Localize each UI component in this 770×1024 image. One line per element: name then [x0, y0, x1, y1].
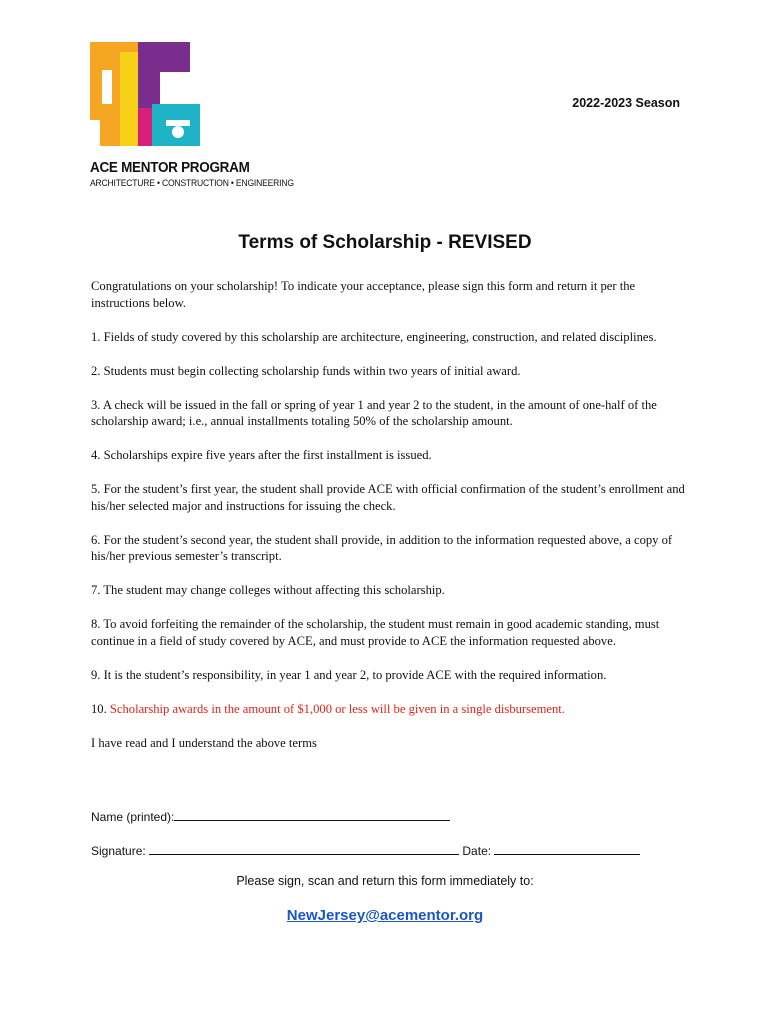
acknowledgement: I have read and I understand the above terms — [91, 735, 317, 750]
name-label: Name (printed): — [91, 810, 175, 824]
season-label: 2022-2023 Season — [572, 96, 680, 110]
date-label: Date: — [462, 844, 492, 858]
email-row — [0, 907, 770, 924]
ace-logo-icon — [90, 42, 202, 146]
term-1: 1. Fields of study covered by this scholarship are architecture, engineering, construction, and related disciplines. — [91, 329, 657, 344]
logo-name: ACE MENTOR PROGRAM — [90, 160, 250, 176]
term-10-text: Scholarship awards in the amount of $1,000 or less will be given in a single disbursement. — [109, 701, 565, 716]
name-row — [91, 808, 450, 824]
signature-field[interactable] — [149, 842, 459, 855]
terms-body — [91, 278, 691, 769]
intro-paragraph: Congratulations on your scholarship! To indicate your acceptance, please sign this form and return it per the instructions below. — [91, 279, 636, 310]
signature-row — [91, 842, 640, 858]
term-9: 9. It is the student’s responsibility, in year 1 and year 2, to provide ACE with the required information. — [91, 667, 607, 682]
term-7: 7. The student may change colleges without affecting this scholarship. — [91, 583, 445, 597]
page-title: Terms of Scholarship - REVISED — [238, 232, 532, 253]
term-6: 6. For the student’s second year, the student shall provide, in addition to the information requested above, a copy of his/her previous semester’s transcript. — [91, 532, 673, 563]
signature-label: Signature: — [91, 844, 146, 858]
term-10-number: 10. — [91, 701, 110, 716]
name-field[interactable] — [174, 808, 450, 821]
return-instruction: Please sign, scan and return this form immediately to: — [236, 874, 534, 888]
term-5: 5. For the student’s first year, the student shall provide ACE with official confirmation of the student’s enrollment and his/her selected major and instructions for issuing the check. — [91, 482, 685, 513]
logo-subtitle: ARCHITECTURE • CONSTRUCTION • ENGINEERING — [90, 178, 294, 189]
term-3: 3. A check will be issued in the fall or spring of year 1 and year 2 to the student, in the amount of one-half of the scholarship award; i.e., annual installments totaling 50% of the scholarship amount. — [91, 397, 657, 428]
term-10 — [91, 701, 691, 718]
term-2: 2. Students must begin collecting scholarship funds within two years of initial award. — [91, 363, 521, 378]
email-link[interactable]: NewJersey@acementor.org — [286, 907, 484, 924]
ace-logo — [90, 42, 294, 192]
term-8: 8. To avoid forfeiting the remainder of the scholarship, the student must remain in good academic standing, must continue in a field of study covered by ACE, and must provide to ACE the information requested above. — [91, 617, 660, 648]
date-field[interactable] — [494, 842, 640, 855]
term-4: 4. Scholarships expire five years after the first installment is issued. — [91, 448, 432, 462]
